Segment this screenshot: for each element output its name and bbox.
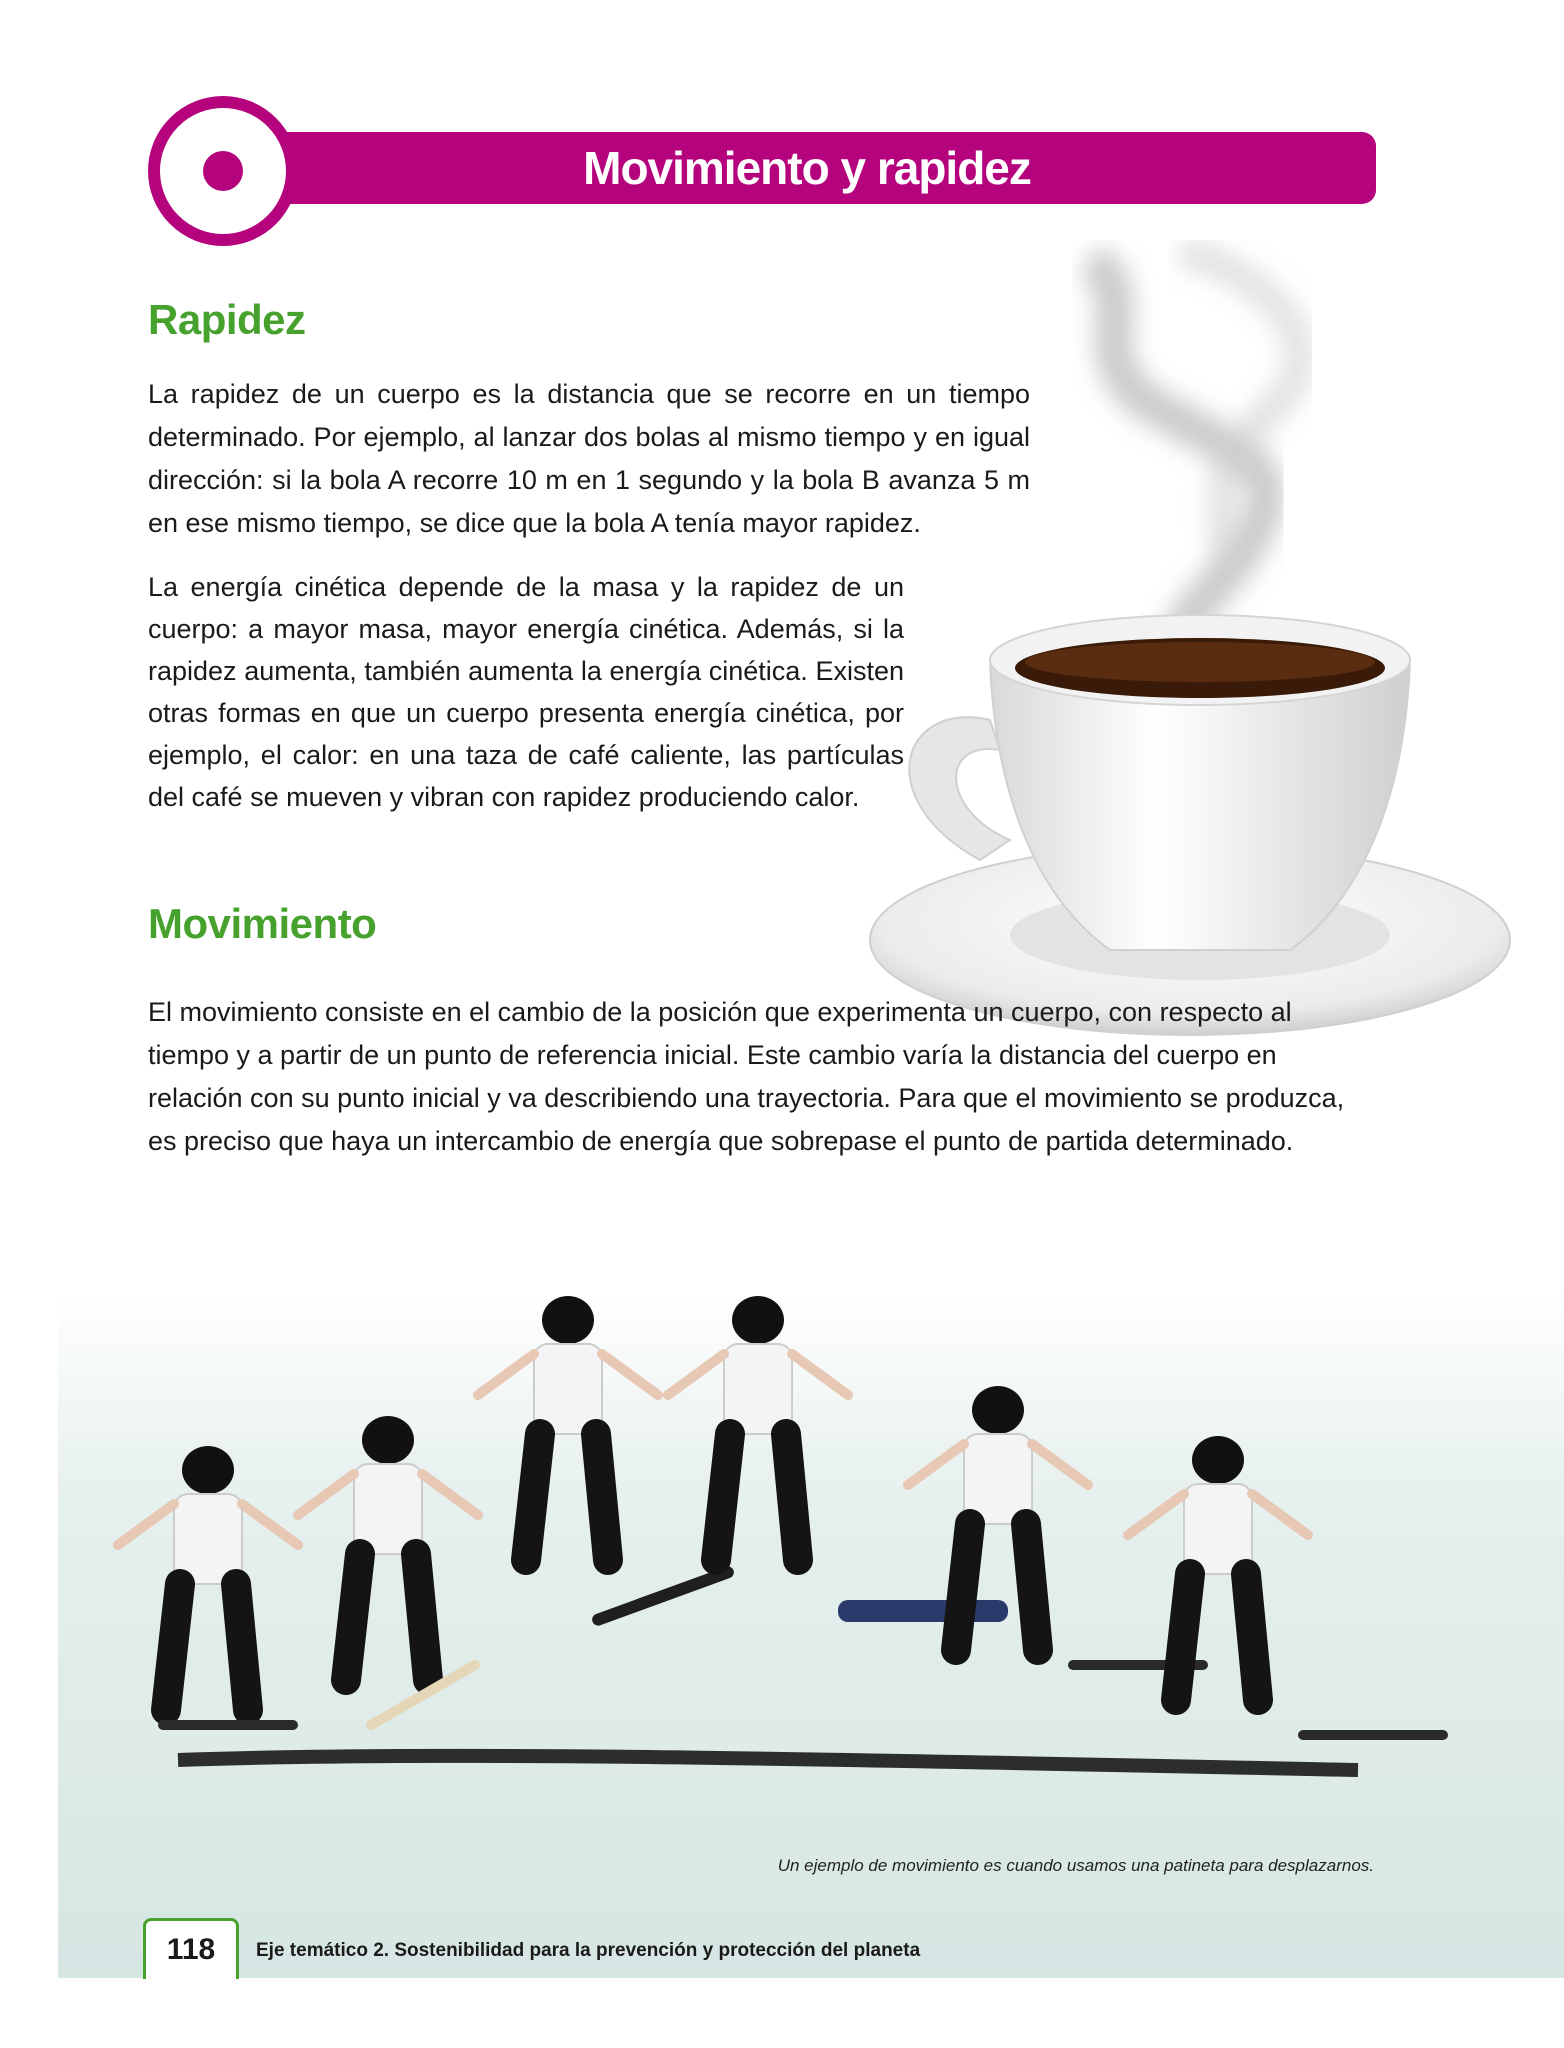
page-number: 118: [166, 1933, 216, 1966]
skater-sequence-image: [58, 1290, 1564, 1880]
paragraph-rapidez-2: La energía cinética depende de la masa y la rapidez de un cuerpo: a mayor masa, mayor energía cinética. Además, si la rapidez aumenta, también aumenta la energía cinética. Existen otras formas en que un cuerpo presenta energía cinética, por ejemplo, el calor: en una taza de café caliente, las partículas del café se mueven y vibran con rapidez produciendo calor.: [148, 572, 904, 812]
heading-movimiento: Movimiento: [148, 900, 377, 947]
page-number-box: [143, 1918, 239, 1979]
paragraph-rapidez-1: La rapidez de un cuerpo es la distancia que se recorre en un tiempo determinado. Por ejemplo, al lanzar dos bolas al mismo tiempo y en igual dirección: si la bola A recorre 10 m en 1 segundo y la bola B avanza 5 m en ese mismo tiempo, se dice que la bola A tenía mayor rapidez.: [148, 379, 1030, 538]
figure-caption: Un ejemplo de movimiento es cuando usamos una patineta para desplazarnos.: [777, 1856, 1374, 1875]
heading-rapidez: Rapidez: [148, 296, 306, 343]
paragraph-movimiento: El movimiento consiste en el cambio de la posición que experimenta un cuerpo, con respecto al tiempo y a partir de un punto de referencia inicial. Este cambio varía la distancia del cuerpo en relación con su punto inicial y va describiendo una trayectoria. Para que el movimiento se produzca, es preciso que haya un intercambio de energía que sobrepase el punto de partida determinado.: [148, 997, 1345, 1156]
page-title: Movimiento y rapidez: [583, 142, 1031, 194]
skateboard-photo: [58, 1290, 1564, 1980]
footer-divider: [58, 1978, 1564, 1980]
footer-text: Eje temático 2. Sostenibilidad para la prevención y protección del planeta: [256, 1940, 921, 1961]
header-dot-icon: [203, 151, 243, 191]
header-ring-icon: [148, 96, 298, 246]
